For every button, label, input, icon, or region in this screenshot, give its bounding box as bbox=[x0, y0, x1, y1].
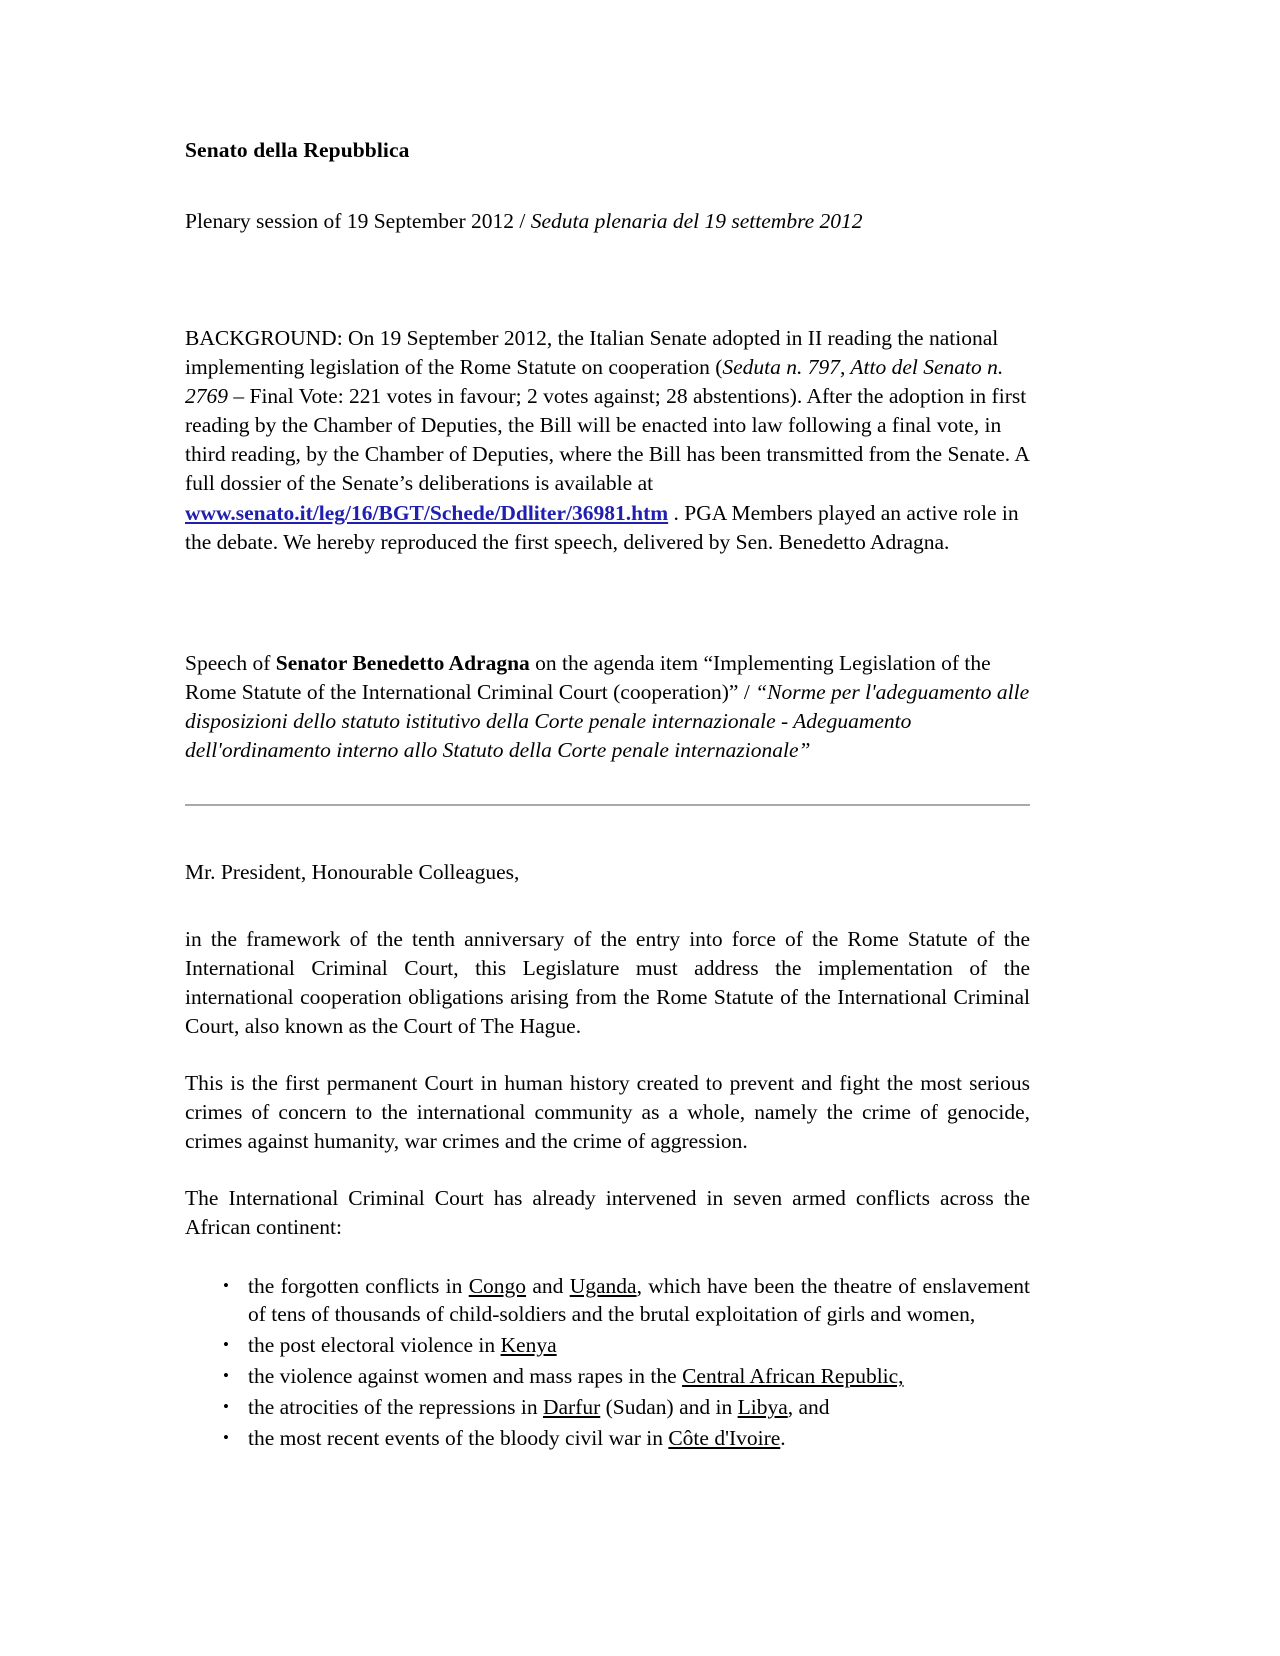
speech-paragraph-3: The International Criminal Court has already intervened in seven armed conflicts across the African continent: bbox=[185, 1185, 1030, 1239]
conflict-item-segment: the violence against women and mass rapes in the bbox=[248, 1364, 683, 1389]
conflict-item-segment: the post electoral violence in bbox=[248, 1333, 501, 1358]
session-italian: Seduta plenaria del 19 settembre 2012 bbox=[530, 208, 863, 233]
conflict-item-segment: the most recent events of the bloody civil war in bbox=[248, 1426, 669, 1451]
country-reference: Darfur bbox=[542, 1395, 601, 1420]
conflict-item-segment: , which have been the theatre of enslavement of tens of thousands of child-soldiers and the brutal exploitation of girls and women, bbox=[248, 1273, 1030, 1327]
speech-heading bbox=[185, 649, 1030, 765]
session-english: Plenary session of 19 September 2012 / bbox=[185, 208, 531, 233]
session-line bbox=[185, 207, 1030, 236]
conflict-item-text bbox=[248, 1333, 557, 1357]
conflict-item-text bbox=[248, 1274, 1030, 1327]
conflict-item-text bbox=[248, 1395, 830, 1419]
bullet-icon: • bbox=[223, 1428, 229, 1448]
conflict-item-text bbox=[248, 1364, 904, 1388]
country-reference: Kenya bbox=[500, 1333, 557, 1358]
organization-title: Senato della Repubblica bbox=[185, 138, 410, 162]
bullet-icon: • bbox=[223, 1366, 229, 1386]
country-reference: Uganda bbox=[569, 1273, 637, 1298]
background-paragraph bbox=[185, 324, 1030, 557]
conflict-item-segment: the atrocities of the repressions in bbox=[248, 1395, 543, 1420]
conflict-list-item bbox=[185, 1272, 1030, 1330]
document-body bbox=[185, 136, 1030, 1453]
conflict-item-segment: the forgotten conflicts in bbox=[248, 1273, 469, 1298]
speech-speaker-name: Senator Benedetto Adragna bbox=[275, 650, 530, 675]
conflict-list-item bbox=[185, 1424, 1030, 1453]
background-text-part2: – Final Vote: 221 votes in favour; 2 votes against; 28 abstentions). After the adoption in first reading by the Chamber of Deputies, the Bill will be enacted into law following a final vote, in third reading, by the Chamber of Deputies, where the Bill has been transmitted from the Senate. A full dossier of the Senate’s deliberations is available at bbox=[185, 384, 1029, 496]
speech-salutation: Mr. President, Honourable Colleagues, bbox=[185, 860, 520, 885]
country-reference: Congo bbox=[468, 1273, 527, 1298]
senato-dossier-link[interactable]: www.senato.it/leg/16/BGT/Schede/Ddliter/36981.htm bbox=[185, 500, 669, 525]
conflict-item-segment: (Sudan) and in bbox=[600, 1395, 738, 1420]
speech-heading-middle: on the agenda item “Implementing Legislation of the Rome Statute of the International Criminal Court (cooperation)” / bbox=[185, 650, 991, 704]
bullet-icon: • bbox=[223, 1397, 229, 1417]
bullet-icon: • bbox=[223, 1275, 229, 1295]
speech-paragraph-2: This is the first permanent Court in human history created to prevent and fight the most serious crimes of concern to the international community as a whole, namely the crime of genocide, crimes against humanity, war crimes and the crime of aggression. bbox=[185, 1070, 1030, 1153]
country-reference: Central African Republic, bbox=[682, 1364, 904, 1389]
conflict-list-item bbox=[185, 1331, 1030, 1360]
section-divider bbox=[185, 804, 1030, 806]
conflict-item-segment: , and bbox=[787, 1395, 830, 1420]
conflict-list-item bbox=[185, 1362, 1030, 1391]
conflict-item-segment: and bbox=[526, 1273, 570, 1298]
country-reference: Côte d'Ivoire bbox=[668, 1426, 781, 1451]
bullet-icon: • bbox=[223, 1335, 229, 1355]
conflict-item-text bbox=[248, 1426, 786, 1450]
country-reference: Libya bbox=[737, 1395, 788, 1420]
background-text-part1: BACKGROUND: On 19 September 2012, the Italian Senate adopted in II reading the national implementing legislation of the Rome Statute on cooperation ( bbox=[185, 325, 999, 379]
conflict-list-item bbox=[185, 1393, 1030, 1422]
speech-paragraph-1: in the framework of the tenth anniversary of the entry into force of the Rome Statute of the International Criminal Court, this Legislature must address the implementation of the international cooperation obligations arising from the Rome Statute of the International Criminal Court, also known as the Court of The Hague. bbox=[185, 927, 1030, 1039]
conflict-list bbox=[185, 1272, 1030, 1453]
speech-heading-prefix: Speech of bbox=[185, 650, 276, 675]
speech-heading-italian-title: “Norme per l'adeguamento alle disposizioni dello statuto istitutivo della Corte penale internazionale - Adeguamento dell'ordinamento interno allo Statuto della Corte penale internazionale” bbox=[185, 679, 1030, 762]
conflict-item-segment: . bbox=[780, 1426, 786, 1451]
background-text-part3: . PGA Members played an active role in the debate. We hereby reproduced the first speech, delivered by Sen. Benedetto Adragna. bbox=[185, 500, 1019, 554]
background-citation: Seduta n. 797, Atto del Senato n. 2769 bbox=[185, 354, 1004, 409]
